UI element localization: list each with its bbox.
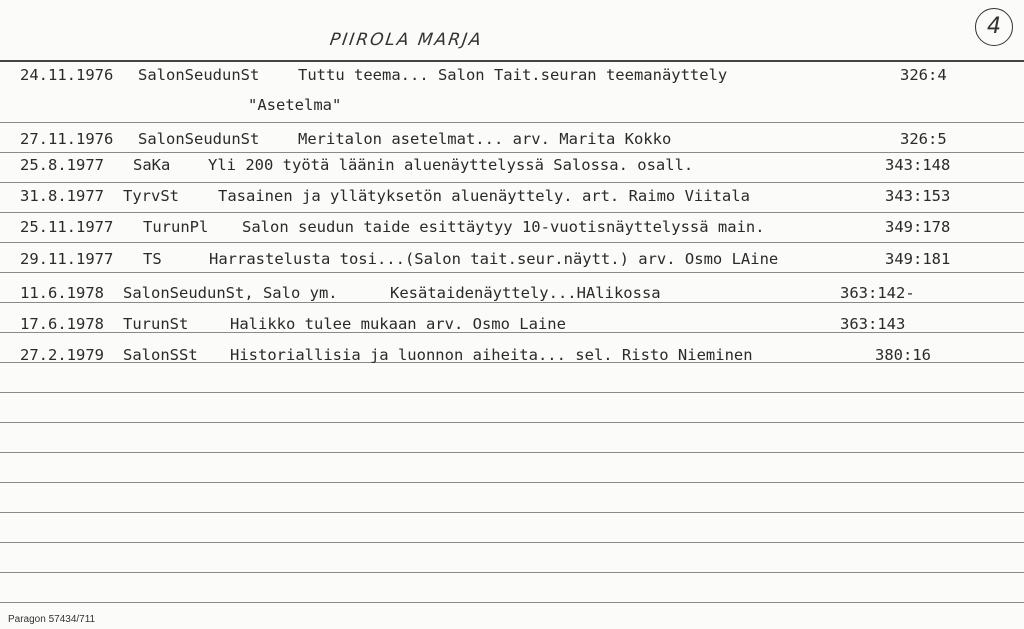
- entry-ref: 349:178: [885, 218, 951, 236]
- ruled-line: [0, 452, 1024, 453]
- ruled-line: [0, 572, 1024, 573]
- entry-text: Harrastelusta tosi...(Salon tait.seur.näytt.) arv. Osmo LAine: [209, 250, 779, 268]
- entry-date: 25.11.1977: [20, 218, 114, 236]
- entry-text: Salon seudun taide esittäytyy 10-vuotisnäyttelyssä main.: [242, 218, 765, 236]
- entry-source: SalonSeudunSt: [138, 66, 260, 84]
- entry-date: 29.11.1977: [20, 250, 114, 268]
- ruled-line: [0, 392, 1024, 393]
- ruled-line: [0, 242, 1024, 243]
- entry-ref: 363:142-: [840, 284, 915, 302]
- entry-source: SalonSeudunSt: [138, 130, 260, 148]
- card-number-circle: 4: [975, 8, 1013, 46]
- ruled-line: [0, 512, 1024, 513]
- ruled-line: [0, 542, 1024, 543]
- entry-ref: 349:181: [885, 250, 951, 268]
- entry-text: Tuttu teema... Salon Tait.seuran teemanäyttely: [298, 66, 728, 84]
- entry-subline: "Asetelma": [248, 96, 342, 114]
- ruled-line: [0, 602, 1024, 603]
- entry-date: 27.2.1979: [20, 346, 104, 364]
- ruled-line: [0, 212, 1024, 213]
- entry-ref: 363:143: [840, 315, 906, 333]
- entry-row: [20, 250, 1010, 272]
- handwritten-name: PIIROLA MARJA: [328, 30, 485, 50]
- entry-row: [20, 284, 1010, 306]
- top-rule: [0, 60, 1024, 62]
- entry-row: [20, 218, 1010, 240]
- entry-date: 31.8.1977: [20, 187, 104, 205]
- entry-ref: 326:4: [900, 66, 947, 84]
- entry-date: 25.8.1977: [20, 156, 104, 174]
- entry-text: Historiallisia ja luonnon aiheita... sel. Risto Nieminen: [230, 346, 753, 364]
- entry-source: TS: [143, 250, 162, 268]
- entry-ref: 326:5: [900, 130, 947, 148]
- card-print-code: Paragon 57434/711: [8, 614, 96, 625]
- entry-row: [20, 187, 1010, 209]
- entry-source: TyrvSt: [123, 187, 179, 205]
- ruled-line: [0, 152, 1024, 153]
- entry-source: SalonSeudunSt, Salo ym.: [123, 284, 338, 302]
- entry-date: 17.6.1978: [20, 315, 104, 333]
- entry-date: 24.11.1976: [20, 66, 114, 84]
- entry-text: Halikko tulee mukaan arv. Osmo Laine: [230, 315, 566, 333]
- entry-ref: 343:153: [885, 187, 951, 205]
- entry-source: TurunSt: [123, 315, 189, 333]
- entry-source: TurunPl: [143, 218, 209, 236]
- ruled-line: [0, 122, 1024, 123]
- entry-source: SalonSSt: [123, 346, 198, 364]
- entry-ref: 343:148: [885, 156, 951, 174]
- entry-text: Yli 200 työtä läänin aluenäyttelyssä Salossa. osall.: [208, 156, 694, 174]
- entry-source: SaKa: [133, 156, 171, 174]
- entry-text: Meritalon asetelmat... arv. Marita Kokko: [298, 130, 672, 148]
- entry-row: [20, 66, 1010, 88]
- entry-date: 11.6.1978: [20, 284, 104, 302]
- entry-row: [20, 315, 1010, 337]
- entry-text: Tasainen ja yllätyksetön aluenäyttely. art. Raimo Viitala: [218, 187, 750, 205]
- entry-row: [20, 130, 1010, 152]
- entry-row: [20, 156, 1010, 178]
- ruled-line: [0, 182, 1024, 183]
- entry-text: Kesätaidenäyttely...HAlikossa: [390, 284, 661, 302]
- ruled-line: [0, 482, 1024, 483]
- entry-date: 27.11.1976: [20, 130, 114, 148]
- entry-ref: 380:16: [875, 346, 931, 364]
- ruled-line: [0, 272, 1024, 273]
- entry-row: [20, 346, 1010, 368]
- ruled-line: [0, 422, 1024, 423]
